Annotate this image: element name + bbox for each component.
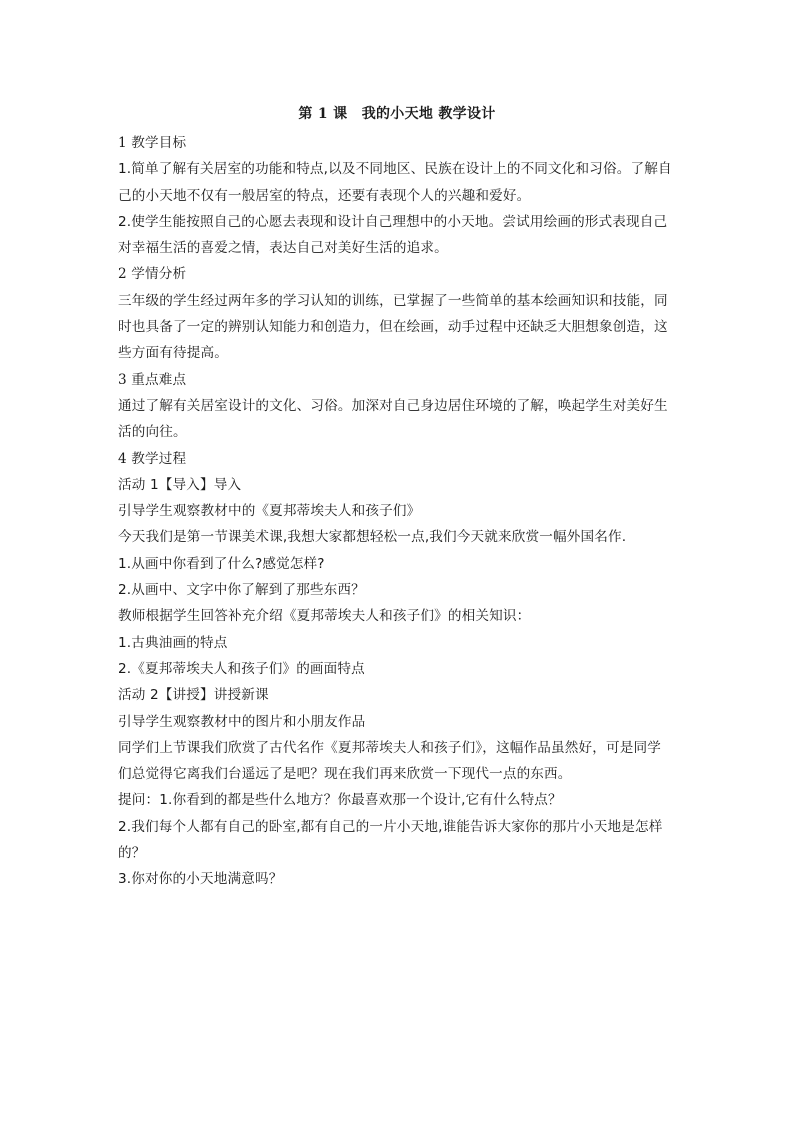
paragraph-line: 己的小天地不仅有一般居室的特点，还要有表现个人的兴趣和爱好。 bbox=[118, 187, 531, 204]
paragraph-line: 今天我们是第一节课美术课,我想大家都想轻松一点,我们今天就来欣赏一幅外国名作. bbox=[118, 529, 627, 546]
section-heading-objectives: 1 教学目标 bbox=[118, 135, 187, 151]
question-line: 3.你对你的小天地满意吗？ bbox=[118, 871, 283, 888]
list-item: 2.从画中、文字中你了解到了那些东西？ bbox=[118, 582, 365, 599]
section-heading-key-points: 3 重点难点 bbox=[118, 371, 187, 388]
list-item: 2.《夏邦蒂埃夫人和孩子们》的画面特点 bbox=[118, 660, 365, 677]
question-line: 的？ bbox=[118, 845, 146, 862]
paragraph-line: 三年级的学生经过两年多的学习认知的训练，已掌握了一些简单的基本绘画知识和技能，同 bbox=[118, 292, 668, 309]
section-heading-analysis: 2 学情分析 bbox=[118, 266, 187, 283]
paragraph-line: 教师根据学生回答补充介绍《夏邦蒂埃夫人和孩子们》的相关知识： bbox=[118, 608, 531, 625]
paragraph-line: 通过了解有关居室设计的文化、习俗。加深对自己身边居住环境的了解，唤起学生对美好生 bbox=[118, 397, 668, 414]
section-heading-process: 4 教学过程 bbox=[118, 450, 187, 467]
paragraph-line: 们总觉得它离我们台遥远了是吧？现在我们再来欣赏一下现代一点的东西。 bbox=[118, 766, 572, 783]
paragraph-line: 活的向往。 bbox=[118, 424, 187, 441]
paragraph-line: 1.简单了解有关居室的功能和特点,以及不同地区、民族在设计上的不同文化和习俗。了解自 bbox=[118, 161, 672, 178]
paragraph-line: 些方面有待提高。 bbox=[118, 345, 228, 362]
document-title: 第 1 课 我的小天地 教学设计 bbox=[298, 106, 496, 122]
paragraph-line: 对幸福生活的喜爱之情，表达自己对美好生活的追求。 bbox=[118, 240, 448, 257]
paragraph-line: 同学们上节课我们欣赏了古代名作《夏邦蒂埃夫人和孩子们》，这幅作品虽然好，可是同学 bbox=[118, 739, 661, 756]
list-item: 1.从画中你看到了什么?感觉怎样? bbox=[118, 555, 325, 572]
paragraph-line: 2.使学生能按照自己的心愿去表现和设计自己理想中的小天地。尝试用绘画的形式表现自己 bbox=[118, 213, 668, 230]
activity-heading: 活动 2【讲授】讲授新课 bbox=[118, 687, 269, 704]
paragraph-line: 时也具备了一定的辨别认知能力和创造力，但在绘画，动手过程中还缺乏大胆想象创造，这 bbox=[118, 319, 668, 336]
question-line: 提问：1.你看到的都是些什么地方？你最喜欢那一个设计,它有什么特点？ bbox=[118, 792, 562, 809]
paragraph-line: 引导学生观察教材中的《夏邦蒂埃夫人和孩子们》 bbox=[118, 503, 421, 520]
document-body bbox=[118, 130, 684, 893]
list-item: 1.古典油画的特点 bbox=[118, 634, 228, 651]
activity-heading: 活动 1【导入】导入 bbox=[118, 476, 242, 493]
question-line: 2.我们每个人都有自己的卧室,都有自己的一片小天地,谁能告诉大家你的那片小天地是怎样 bbox=[118, 818, 663, 835]
paragraph-line: 引导学生观察教材中的图片和小朋友作品 bbox=[118, 713, 366, 730]
